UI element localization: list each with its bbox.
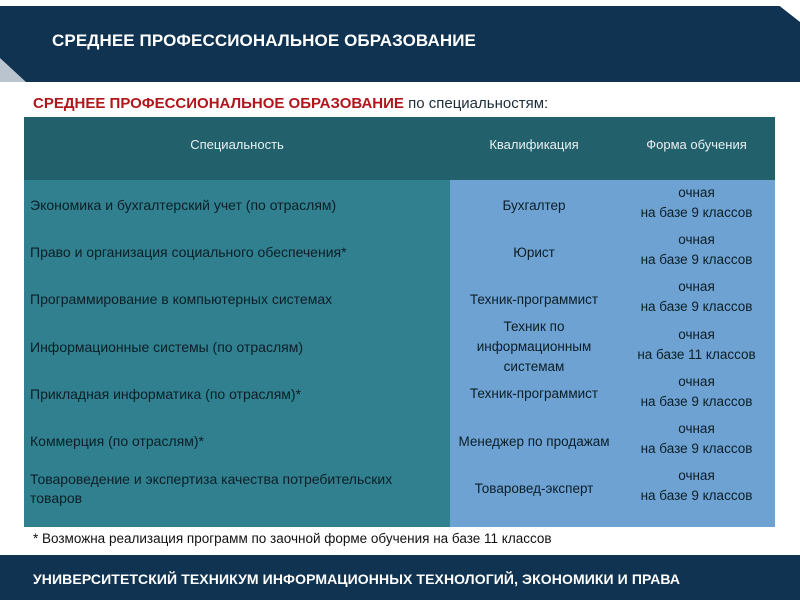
footnote: * Возможна реализация программ по заочной форме обучения на базе 11 классов [33,531,552,546]
cell-specialty: Коммерция (по отраслям)* [30,433,204,449]
cell-study-form [618,276,775,323]
study-form-base: на базе 9 классов [640,299,753,315]
section-subtitle [33,95,548,112]
table-row [24,418,775,465]
table-header [24,117,775,180]
cell-specialty: Информационные системы (по отраслям) [30,338,303,355]
column-header-study-form: Форма обучения [646,137,747,152]
study-form-base: на базе 9 классов [640,488,753,504]
study-form-type: очная [678,185,715,200]
cell-specialty: Товароведение и экспертиза качества потребительских товаров [30,470,393,506]
cell-qualification: Техник по информационным системам [476,319,592,375]
cell-qualification: Юрист [513,244,555,260]
cell-qualification: Техник-программист [469,291,599,307]
study-form-type: очная [678,373,715,389]
cell-qualification: Товаровед-эксперт [474,480,594,496]
page-title: СРЕДНЕЕ ПРОФЕССИОНАЛЬНОЕ ОБРАЗОВАНИЕ [52,31,476,50]
header-corner-decoration-right [772,0,800,22]
footer-band [0,555,800,600]
cell-specialty: Экономика и бухгалтерский учет (по отраслям) [30,197,337,213]
table-row [24,229,775,276]
study-form-base: на базе 9 классов [640,441,753,456]
cell-study-form [618,182,775,229]
cell-study-form [618,324,775,371]
column-header-qualification: Квалификация [489,137,579,152]
cell-study-form [618,418,775,465]
cell-qualification: Техник-программист [469,386,599,402]
study-form-base: на базе 9 классов [640,252,753,268]
study-form-type: очная [678,279,715,295]
cell-specialty: Право и организация социального обеспечения* [30,244,347,261]
study-form-base: на базе 9 классов [640,205,753,220]
table-row [24,465,775,512]
table-row [24,371,775,418]
header-corner-decoration-left [0,58,26,82]
cell-study-form [618,465,775,512]
column-header-specialty: Специальность [190,137,284,152]
table-row [24,182,775,229]
cell-study-form [618,371,775,418]
study-form-type: очная [678,468,715,484]
cell-specialty: Программирование в компьютерных системах [30,291,333,308]
subtitle-highlight: СРЕДНЕЕ ПРОФЕССИОНАЛЬНОЕ ОБРАЗОВАНИЕ [33,95,404,112]
cell-qualification: Менеджер по продажам [458,433,610,449]
cell-study-form [618,229,775,276]
subtitle-rest: по специальностям: [408,95,549,112]
study-form-type: очная [678,421,715,436]
header-band [0,0,800,82]
specialties-table [24,117,775,527]
study-form-type: очная [678,232,715,248]
table-row [24,319,775,375]
footer-institution-name: УНИВЕРСИТЕТСКИЙ ТЕХНИКУМ ИНФОРМАЦИОННЫХ ТЕХНОЛОГИЙ, ЭКОНОМИКИ И ПРАВА [33,571,681,587]
study-form-type: очная [678,326,715,342]
cell-qualification: Бухгалтер [502,197,566,213]
study-form-base: на базе 9 классов [640,393,753,409]
study-form-base: на базе 11 классов [637,346,756,362]
cell-specialty: Прикладная информатика (по отраслям)* [30,385,302,402]
table-row [24,276,775,323]
header-top-strip [0,0,800,6]
